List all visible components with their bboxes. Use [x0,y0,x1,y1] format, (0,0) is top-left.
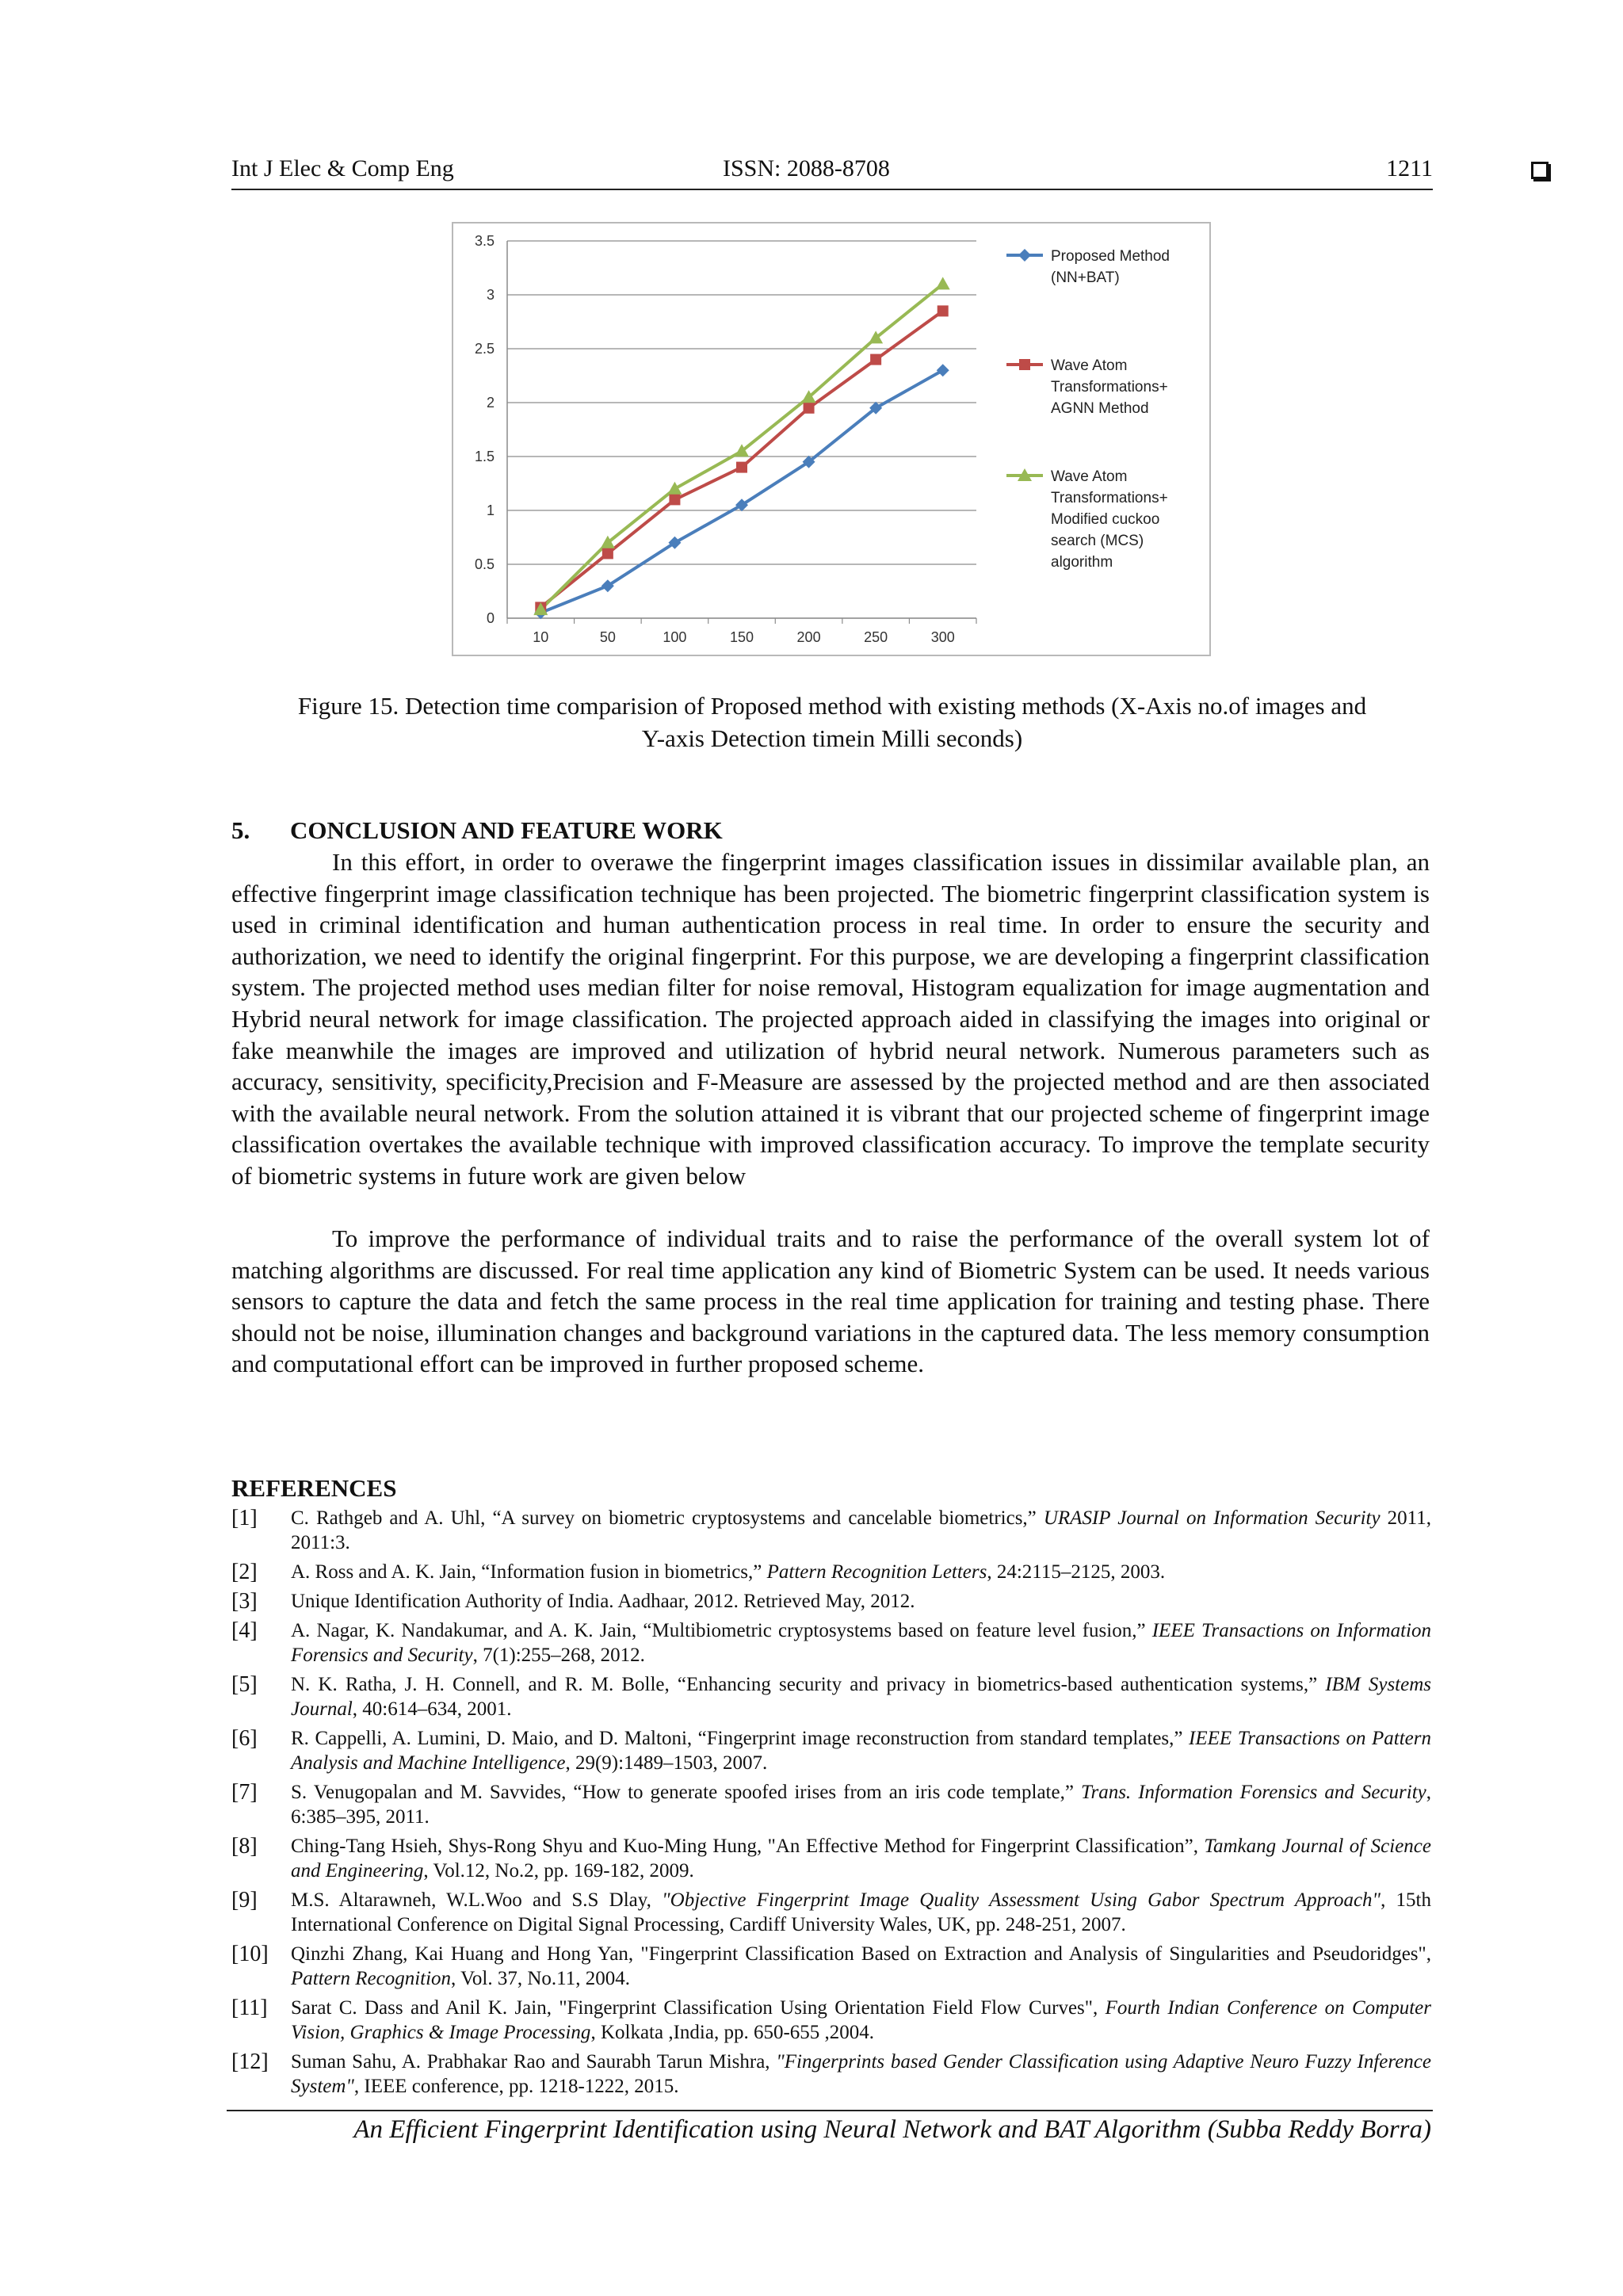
reference-number: [2] [231,1560,258,1584]
reference-details: , IEEE conference, pp. 1218-1222, 2015. [353,2076,679,2097]
page-footer: An Efficient Fingerprint Identification using Neural Network and BAT Algorithm (Subba Reddy Borra) [353,2115,1431,2144]
legend-label: search (MCS) [1051,533,1144,549]
reference-details: , Vol.12, No.2, pp. 169-182, 2009. [423,1860,694,1881]
legend-label: AGNN Method [1051,400,1149,417]
reference-source: IBM Systems Journal [291,1674,1431,1720]
legend-label: (NN+BAT) [1051,269,1120,286]
data-point [938,305,949,316]
reference-text: N. K. Ratha, J. H. Connell, and R. M. Bolle, “Enhancing security and privacy in biometrics-based authentication systems,” [291,1674,1326,1695]
square-bullet-icon [1531,162,1549,179]
reference-number: [4] [231,1618,258,1643]
x-tick-label: 250 [864,629,888,645]
reference-item [231,1834,1431,1883]
paragraph-text: In this effort, in order to overawe the fingerprint images classification issues in dissimilar available plan, an effective fingerprint image classification technique has been projected. The biometric fingerprint classification system is used in criminal identification and human authentication process in real time. In order to ensure the security and authorization, we need to identify the original fingerprint. For this purpose, we are developing a fingerprint classification system. The projected method uses median filter for noise removal, Histogram equalization for image augmentation and Hybrid neural network for image classification. The projected approach aided in classifying the images into original or fake meanwhile the images are improved and utilization of hybrid neural network. Numerous parameters such as accuracy, sensitivity, specificity,Precision and F-Measure are assessed by the projected method and are then associated with the available neural network. From the solution attained it is vibrant that our projected scheme of fingerprint image classification overtakes the available technique with improved classification accuracy. To improve the template security of biometric systems in future work are given below [231,848,1430,1190]
y-tick-label: 2 [486,395,495,411]
reference-item [231,1942,1431,1991]
reference-details: , Kolkata ,India, pp. 650-655 ,2004. [590,2022,875,2043]
series-line [540,311,942,607]
reference-details: , 40:614–634, 2001. [352,1698,512,1720]
data-point [667,482,682,495]
series-line [540,370,942,613]
legend-label: Wave Atom [1051,357,1128,374]
reference-source: Fourth Indian Conference on Computer Vision, Graphics & Image Processing [291,1997,1431,2043]
section-title: CONCLUSION AND FEATURE WORK [290,816,723,844]
reference-details: , 29(9):1489–1503, 2007. [565,1752,768,1774]
reference-source: IEEE Transactions on Information Forensics and Security [291,1620,1431,1666]
reference-item [231,1780,1431,1829]
reference-text: C. Rathgeb and A. Uhl, “A survey on biometric cryptosystems and cancelable biometrics,” [291,1507,1044,1529]
section-number: 5. [231,816,250,844]
issn: ISSN: 2088-8708 [723,155,890,181]
page-header [231,154,1433,190]
reference-source: "Objective Fingerprint Image Quality Assessment Using Gabor Spectrum Approach" [662,1889,1381,1911]
reference-source: Pattern Recognition Letters [766,1561,987,1583]
reference-details: , 24:2115–2125, 2003. [987,1561,1166,1583]
x-tick-label: 200 [796,629,821,645]
journal-name: Int J Elec & Comp Eng [231,155,454,181]
reference-details: , 15th International Conference on Digital Signal Processing, Cardiff University Wales, UK, pp. 248-251, 2007. [291,1889,1431,1935]
x-tick-label: 300 [930,629,955,645]
legend-label: Transformations+ [1051,379,1168,395]
reference-text: Unique Identification Authority of India. Aadhaar, 2012. Retrieved May, 2012. [291,1591,915,1612]
reference-source: IEEE Transactions on Pattern Analysis and Machine Intelligence [291,1728,1431,1774]
data-point [937,364,949,376]
reference-source: Trans. Information Forensics and Security [1080,1782,1426,1803]
reference-text: Sarat C. Dass and Anil K. Jain, "Fingerprint Classification Using Orientation Field Flow Curves", [291,1997,1106,2019]
reference-item [231,1618,1431,1668]
legend-marker [1019,359,1030,370]
reference-item [231,2050,1431,2099]
reference-text: A. Nagar, K. Nandakumar, and A. K. Jain, “Multibiometric cryptosystems based on feature level fusion,” [291,1620,1152,1641]
x-tick-label: 10 [533,629,549,645]
references-heading: REFERENCES [231,1474,397,1502]
y-tick-label: 3.5 [474,233,495,249]
data-point [669,494,680,505]
reference-details: , Vol. 37, No.11, 2004. [451,1968,630,1989]
reference-item [231,1888,1431,1937]
reference-text: Suman Sahu, A. Prabhakar Rao and Saurabh Tarun Mishra, [291,2051,777,2073]
legend-marker [1018,249,1031,262]
caption-line-2: Y-axis Detection timein Milli seconds) [641,724,1023,752]
legend-label: algorithm [1051,554,1113,571]
legend-label: Transformations+ [1051,490,1168,506]
y-tick-label: 0.5 [474,556,495,572]
paragraph-2 [231,1223,1430,1380]
x-tick-label: 150 [729,629,754,645]
legend-label: Wave Atom [1051,468,1128,485]
reference-item [231,1506,1431,1555]
reference-text: S. Venugopalan and M. Savvides, “How to generate spoofed irises from an iris code template,” [291,1782,1081,1803]
caption-line-1: Figure 15. Detection time comparision of Proposed method with existing methods (X-Axis no.of images and [297,692,1367,720]
y-tick-label: 1.5 [474,449,495,464]
figure-caption [231,690,1433,755]
y-tick-label: 1 [486,502,495,518]
reference-number: [8] [231,1834,258,1859]
reference-details: , 6:385–395, 2011. [291,1782,1431,1828]
paragraph-1 [231,846,1430,1192]
paragraph-text: To improve the performance of individual traits and to raise the performance of the overall system lot of matching algorithms are discussed. For real time application any kind of Biometric System can be used. It needs various sensors to capture the data and fetch the same process in the real time application for training and testing phase. There should not be noise, illumination changes and background variations in the captured data. The less memory consumption and computational effort can be improved in further proposed scheme. [231,1224,1430,1378]
reference-item [231,1996,1431,2045]
y-tick-label: 2.5 [474,341,495,357]
reference-number: [10] [231,1942,269,1966]
reference-source: "Fingerprints based Gender Classification using Adaptive Neuro Fuzzy Inference System" [291,2051,1431,2097]
x-tick-label: 100 [663,629,687,645]
data-point [936,277,950,289]
x-tick-label: 50 [599,629,616,645]
reference-text: Ching-Tang Hsieh, Shys-Rong Shyu and Kuo-Ming Hung, "An Effective Method for Fingerprint Classification”, [291,1836,1205,1857]
reference-number: [6] [231,1726,258,1751]
data-point [804,403,815,414]
reference-item [231,1589,1431,1614]
reference-number: [3] [231,1589,258,1614]
section-heading [231,816,723,845]
reference-text: M.S. Altarawneh, W.L.Woo and S.S Dlay, [291,1889,663,1911]
reference-source: Pattern Recognition [291,1968,452,1989]
references-list [231,1506,1431,2103]
y-tick-label: 3 [486,287,495,303]
reference-item [231,1560,1431,1584]
y-tick-label: 0 [486,610,495,626]
line-chart [453,223,1209,655]
legend-label: Modified cuckoo [1051,511,1160,528]
page-number: 1211 [1386,155,1433,181]
reference-number: [7] [231,1780,258,1805]
reference-number: [1] [231,1506,258,1530]
reference-number: [11] [231,1996,268,2020]
reference-number: [9] [231,1888,258,1912]
reference-text: Qinzhi Zhang, Kai Huang and Hong Yan, "Fingerprint Classification Based on Extraction and Analysis of Singularities and Pseudoridges", [291,1943,1431,1965]
reference-item [231,1672,1431,1721]
reference-details: , 7(1):255–268, 2012. [472,1645,645,1666]
reference-source: Tamkang Journal of Science and Engineering [291,1836,1431,1881]
reference-number: [12] [231,2050,269,2074]
figure-chart [452,222,1211,656]
reference-source: URASIP Journal on Information Security [1043,1507,1381,1529]
reference-item [231,1726,1431,1775]
data-point [736,462,747,473]
reference-number: [5] [231,1672,258,1697]
reference-text: R. Cappelli, A. Lumini, D. Maio, and D. Maltoni, “Fingerprint image reconstruction from standard templates,” [291,1728,1190,1749]
data-point [602,548,613,559]
legend-label: Proposed Method [1051,248,1170,265]
reference-details: 2011, 2011:3. [291,1507,1431,1553]
data-point [870,354,881,365]
reference-text: A. Ross and A. K. Jain, “Information fusion in biometrics,” [291,1561,767,1583]
